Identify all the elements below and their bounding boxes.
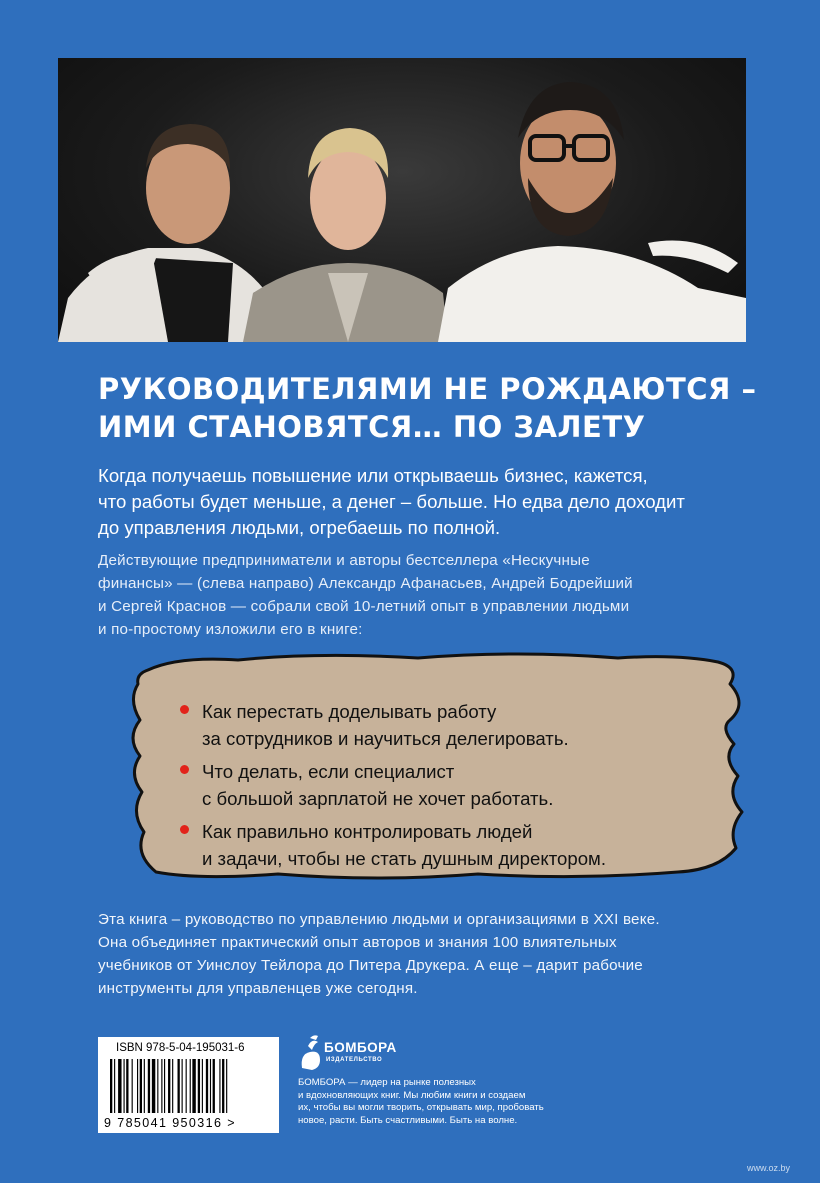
publisher-about [298,1077,588,1127]
outro-line: инструменты для управленцев уже сегодня. [98,980,418,997]
bullet-icon [180,705,189,714]
bullet-icon [180,825,189,834]
lead-line: Когда получаешь повышение или открываешь бизнес, кажется, [98,465,648,486]
publisher-about-line: их, чтобы вы могли творить, открывать мир, пробовать [298,1102,544,1113]
bullet-line: с большой зарплатой не хочет работать. [202,788,554,809]
list-item [178,758,698,812]
bullet-list [178,698,698,878]
publisher-about-line: и вдохновляющих книг. Мы любим книги и создаем [298,1089,526,1101]
bullet-icon [180,765,189,774]
bullet-line: и задачи, чтобы не стать душным директором. [202,848,606,869]
list-item [178,818,698,872]
publisher-logo [298,1034,438,1072]
bullet-line: за сотрудников и научиться делегировать. [202,728,569,749]
lead-paragraph [98,463,738,541]
outro-paragraph [98,908,748,1000]
headline [98,370,757,446]
watermark: www.oz.by [747,1163,791,1173]
outro-line: учебников от Уинслоу Тейлора до Питера Друкера. А еще – дарит рабочие [98,957,643,974]
publisher-about-line: новое, расти. Быть счастливыми. Быть на волне. [298,1114,518,1126]
authors-photo [58,58,746,342]
publisher-about-line: БОМБОРА — лидер на рынке полезных [298,1077,476,1088]
bullet-line: Как правильно контролировать людей [202,821,533,842]
bullet-line: Что делать, если специалист [202,761,455,782]
intro-line: финансы» — (слева направо) Александр Афанасьев, Андрей Бодрейший [98,575,633,592]
lead-line: что работы будет меньше, а денег – больше. Но едва дело доходит [98,491,685,512]
publisher-subtitle: ИЗДАТЕЛЬСТВО [326,1057,383,1063]
intro-line: Действующие предприниматели и авторы бестселлера «Нескучные [98,552,590,569]
intro-paragraph [98,549,748,641]
outro-line: Она объединяет практический опыт авторов и знания 100 влиятельных [98,934,617,951]
bomb-icon [298,1034,324,1070]
barcode-block [98,1037,279,1133]
barcode-icon [108,1059,268,1115]
isbn-text: ISBN 978-5-04-195031-6 [116,1042,245,1054]
intro-line: и Сергей Краснов — собрали свой 10-летний опыт в управлении людьми [98,598,630,615]
outro-line: Эта книга – руководство по управлению людьми и организациями в XXI веке. [98,911,660,928]
barcode-number: 9 785041 950316 > [104,1116,236,1130]
list-item [178,698,698,752]
lead-line: до управления людьми, огребаешь по полной. [98,517,501,538]
intro-line: и по-простому изложили его в книге: [98,621,363,638]
bullet-line: Как перестать доделывать работу [202,701,497,722]
headline-line-1: РУКОВОДИТЕЛЯМИ НЕ РОЖДАЮТСЯ – [98,372,757,406]
headline-line-2: ИМИ СТАНОВЯТСЯ… ПО ЗАЛЕТУ [98,410,646,444]
publisher-name: БОМБОРА [324,1040,397,1055]
